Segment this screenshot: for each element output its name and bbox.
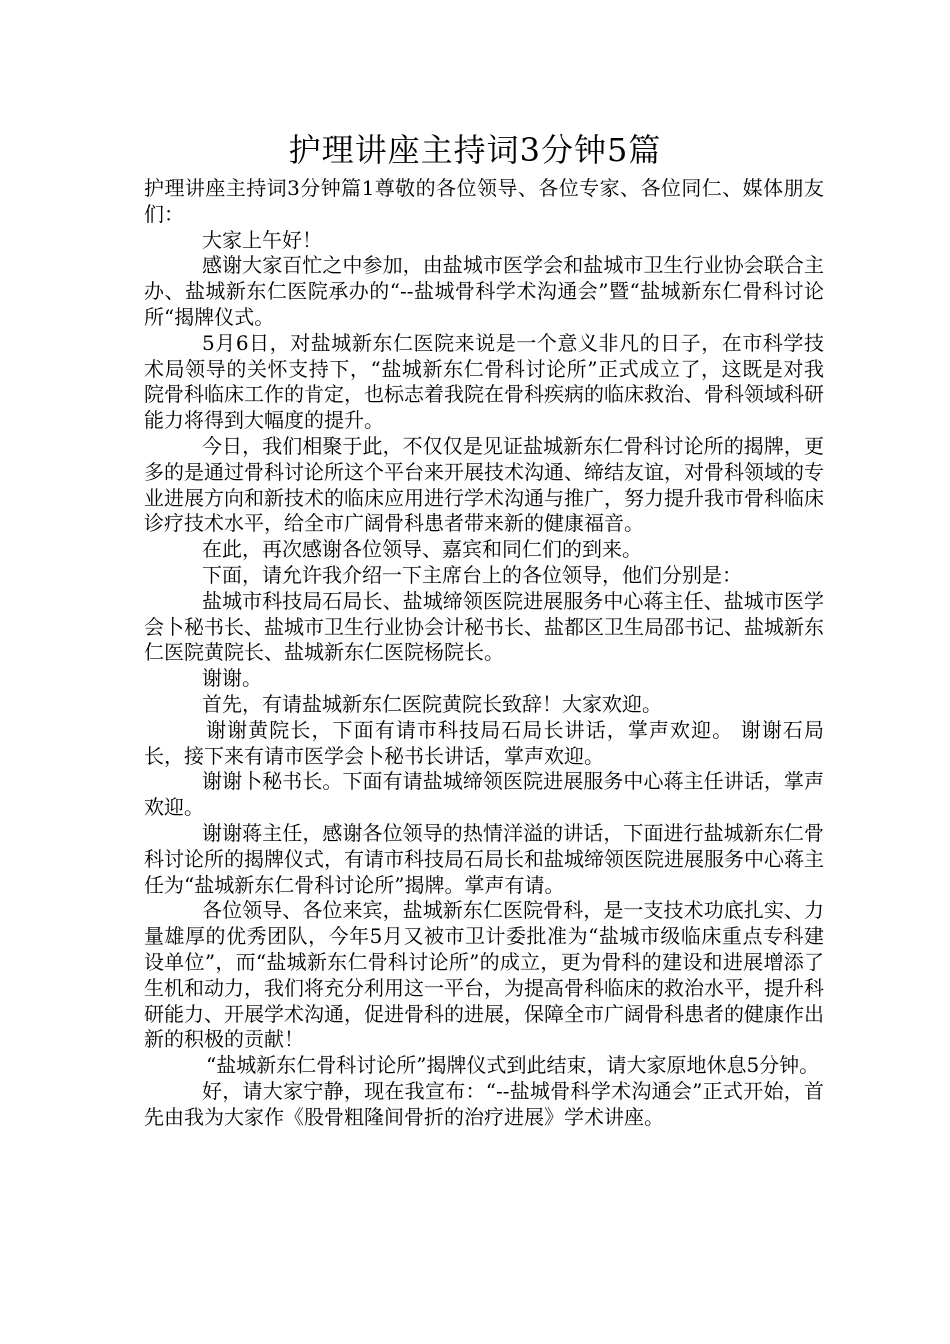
paragraph-huang: 谢谢黄院长，下面有请市科技局石局长讲话，掌声欢迎。 谢谢石局长，接下来有请市医学会卜秘书长讲话，掌声欢迎。 [144,717,824,768]
paragraph-intro: 护理讲座主持词3分钟篇1尊敬的各位领导、各位专家、各位同仁、媒体朋友们： [144,176,824,226]
paragraph-thanks-again: 在此，再次感谢各位领导、嘉宾和同仁们的到来。 [202,537,642,562]
paragraph-greeting: 大家上午好！ [202,227,322,252]
document-title: 护理讲座主持词3分钟5篇 [288,131,662,169]
document-body [144,176,824,1130]
paragraph-thank-you: 谢谢。 [202,666,262,691]
paragraph-leaders: 盐城市科技局石局长、盐城缔领医院进展服务中心蒋主任、盐城市医学会卜秘书长、盐城市卫生行业协会计秘书长、盐都区卫生局邵书记、盐城新东仁医院黄院长、盐城新东仁医院杨院长。 [144,588,824,665]
paragraph-ceremony-end: “盐城新东仁骨科讨论所”揭牌仪式到此结束，请大家原地休息5分钟。 [206,1053,820,1078]
paragraph-thanks: 感谢大家百忙之中参加，由盐城市医学会和盐城市卫生行业协会联合主办、盐城新东仁医院承办的“--盐城骨科学术沟通会”暨“盐城新东仁骨科讨论所“揭牌仪式。 [144,253,824,329]
paragraph-orthopedics: 各位领导、各位来宾，盐城新东仁医院骨科，是一支技术功底扎实、力量雄厚的优秀团队，今年5月又被市卫计委批准为“盐城市级临床重点专科建设单位”，而“盐城新东仁骨科讨论所”的成立，更为骨科的建设和进展增添了生机和动力，我们将充分利用这一平台，为提高骨科临床的救治水平，提升科研能力、开展学术沟通，促进骨科的进展，保障全市广阔骨科患者的健康作出新的积极的贡献！ [144,898,824,1052]
paragraph-introduce: 下面，请允许我介绍一下主席台上的各位领导，他们分别是： [202,562,742,587]
paragraph-bu: 谢谢卜秘书长。下面有请盐城缔领医院进展服务中心蒋主任讲话，掌声欢迎。 [144,769,824,820]
paragraph-today: 今日，我们相聚于此，不仅仅是见证盐城新东仁骨科讨论所的揭牌，更多的是通过骨科讨论所这个平台来开展技术沟通、缔结友谊，对骨科领域的专业进展方向和新技术的临床应用进行学术沟通与推广，努力提升我市骨科临床诊疗技术水平，给全市广阔骨科患者带来新的健康福音。 [144,433,824,536]
paragraph-jiang: 谢谢蒋主任，感谢各位领导的热情洋溢的讲话，下面进行盐城新东仁骨科讨论所的揭牌仪式，有请市科技局石局长和盐城缔领医院进展服务中心蒋主任为“盐城新东仁骨科讨论所”揭牌。掌声有请。 [144,820,824,897]
paragraph-may-6: 5月6日，对盐城新东仁医院来说是一个意义非凡的日子，在市科学技术局领导的关怀支持下，“盐城新东仁骨科讨论所”正式成立了，这既是对我院骨科临床工作的肯定，也标志着我院在骨科疾病的临床救治、骨科领域科研能力将得到大幅度的提升。 [144,330,824,433]
paragraph-first: 首先，有请盐城新东仁医院黄院长致辞！大家欢迎。 [202,691,662,716]
paragraph-announce: 好，请大家宁静，现在我宣布：“--盐城骨科学术沟通会”正式开始，首先由我为大家作《股骨粗隆间骨折的治疗进展》学术讲座。 [144,1078,824,1129]
